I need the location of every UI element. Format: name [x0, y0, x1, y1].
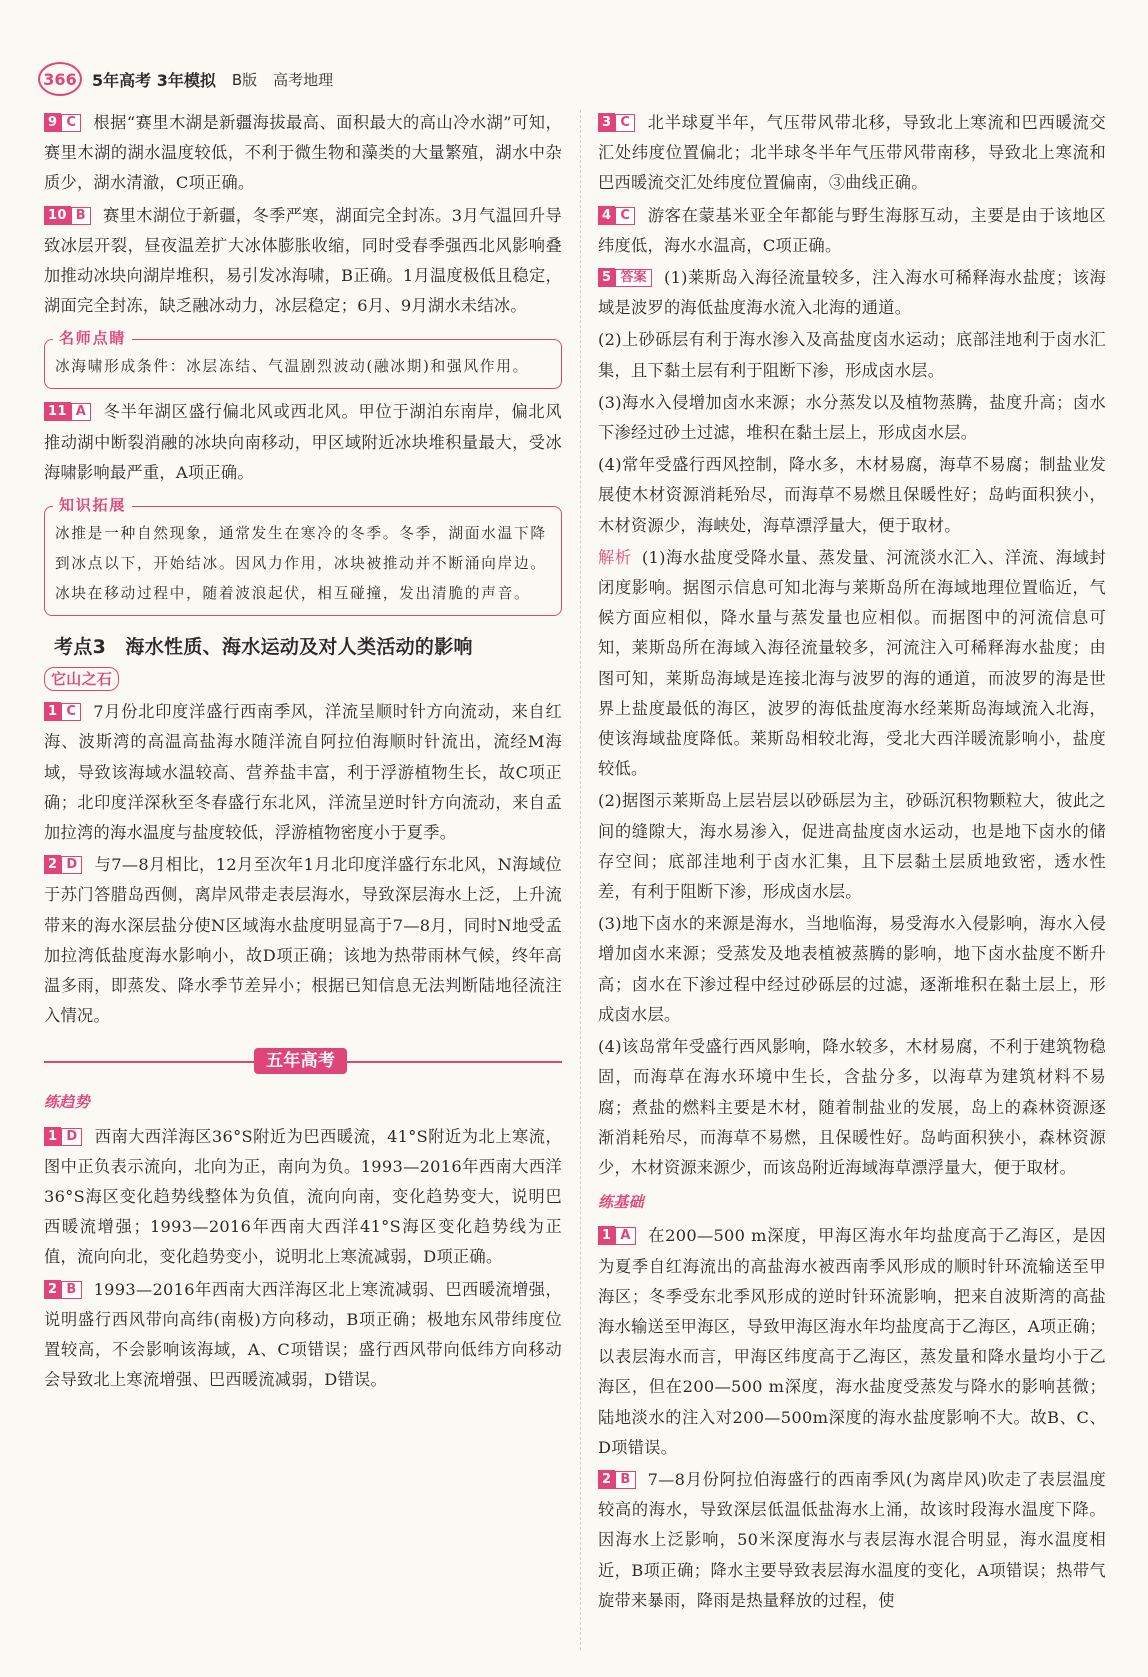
answer-5-part2: (2)上砂砾层有利于海水渗入及高盐度卤水运动；底部洼地利于卤水汇集，且下黏土层有利于阻断下渗，形成卤水层。 [598, 330, 1106, 380]
book-brand: 5年高考 3年模拟 [92, 70, 216, 90]
tip-box-text: 冰海啸形成条件：冰层冻结、气温剧烈波动(融冰期)和强风作用。 [55, 358, 530, 376]
knowledge-box-title: 知识拓展 [53, 495, 132, 515]
tip-box [44, 329, 562, 389]
answer-b1: 1 A 在200—500 m深度，甲海区海水年均盐度高于乙海区，是因为夏季自红海流出的高盐海水被西南季风形成的顺时针环流输送至甲海区；冬季受东北季风形成的逆时针环流影响，把来自波斯湾的高盐海水输送至甲海区，导致甲海区海水年均盐度高于乙海区，A项正确；以表层海水而言，甲海区纬度高于乙海区，蒸发量和降水量均小于乙海区，但在200—500 m深度，海水盐度受蒸发与降水的影响甚微；陆地淡水的注入对200—500m深度的海水盐度影响不大。故B、C、D项错误。 [598, 1226, 1106, 1457]
left-column [44, 108, 562, 1398]
trend-heading: 练趋势 [44, 1093, 90, 1112]
answer-tag: 1 D [44, 1127, 82, 1146]
answer-3: 3 C 北半球夏半年，气压带风带北移，导致北上寒流和巴西暖流交汇处纬度位置偏北；北半球冬半年气压带风带南移，导致北上寒流和巴西暖流交汇处纬度位置偏南，③曲线正确。 [598, 113, 1106, 193]
answer-tag: 2 D [44, 855, 82, 874]
answer-11: 11 A 冬半年湖区盛行偏北风或西北风。甲位于湖泊东南岸，偏北风推动湖中断裂消融的冰块向南移动，甲区域附近冰块堆积量最大，受冰海啸影响最严重，A项正确。 [44, 402, 562, 482]
right-column [598, 108, 1106, 1618]
analysis-3: (3)地下卤水的来源是海水，当地临海，易受海水入侵影响，海水入侵增加卤水来源；受蒸发及地表植被蒸腾的影响，地下卤水盐度不断升高；卤水在下渗过程中经过砂砾层的过滤，逐渐堆积在黏土层上，形成卤水层。 [598, 914, 1106, 1024]
answer-5: 5 答案 (1)莱斯岛入海径流量较多，注入海水可稀释海水盐度；该海域是波罗的海低盐度海水流入北海的通道。 [598, 268, 1106, 318]
analysis-4: (4)该岛常年受盛行西风影响，降水较多，木材易腐，不利于建筑物稳固，而海草在海水环境中生长，含盐分多，以海草为建筑材料不易腐；煮盐的燃料主要是木材，随着制盐业的发展，岛上的森林资源逐渐消耗殆尽，而海草不易燃，且保暖性好。岛屿面积狭小，森林资源少，木材资源来源少，而该岛附近海域海草漂浮量大，便于取材。 [598, 1037, 1106, 1177]
tip-box-title: 名师点睛 [53, 328, 132, 348]
knowledge-box [44, 496, 562, 616]
answer-b2: 2 B 7—8月份阿拉伯海盛行的西南季风(为离岸风)吹走了表层温度较高的海水，导致深层低温低盐海水上涌，故该时段海水温度下降。因海水上泛影响，50米深度海水与表层海水混合明显，海水温度相近，B项正确；降水主要导致表层海水温度的变化，A项错误；热带气旋带来暴雨，降雨是热量释放的过程，使 [598, 1469, 1106, 1610]
answer-tag: 3 C [598, 113, 635, 132]
analysis-2: (2)据图示莱斯岛上层岩层以砂砾层为主，砂砾沉积物颗粒大，彼此之间的缝隙大，海水易渗入，促进高盐度卤水运动，也是地下卤水的储存空间；底部洼地利于卤水汇集，且下层黏土层质地致密，透水性差，有利于阻断下渗，形成卤水层。 [598, 791, 1106, 902]
five-year-label: 五年高考 [254, 1048, 347, 1074]
page-header [38, 62, 333, 96]
edition-label: B版 [231, 70, 258, 89]
answer-tag: 9 C [44, 113, 81, 132]
answer-tag: 2 B [598, 1470, 636, 1489]
answer-5-part4: (4)常年受盛行西风控制，降水多，木材易腐，海草不易腐；制盐业发展使木材资源消耗殆尽，而海草不易燃且保暖性好；岛屿面积狭小，木材资源少，海峡处，海草漂浮量大，便于取材。 [598, 455, 1106, 535]
answer-tag: 10 B [44, 206, 91, 225]
answer-tag: 5 答案 [598, 268, 652, 287]
answer-4: 4 C 游客在蒙基米亚全年都能与野生海豚互动，主要是由于该地区纬度低，海水水温高，C项正确。 [598, 205, 1106, 255]
answer-t2: 2 B 1993—2016年西南大西洋海区北上寒流减弱、巴西暖流增强，说明盛行西风带向高纬(南极)方向移动，B项正确；极地东风带纬度位置较高，不会影响该海域，A、C项错误；盛行西风带向低纬方向移动会导致北上寒流增强、巴西暖流减弱，D错误。 [44, 1279, 562, 1390]
analysis-label: 解析 [598, 547, 632, 567]
basic-heading: 练基础 [598, 1193, 644, 1212]
answer-s1: 1 C 7月份北印度洋盛行西南季风，洋流呈顺时针方向流动，来自红海、波斯湾的高温高盐海水随洋流自阿拉伯海顺时针流出，流经M海域，导致该海域水温较高、营养盐丰富，利于浮游植物生长，故C项正确；北印度洋深秋至冬春盛行东北风，洋流呈逆时针方向流动，来自孟加拉湾的海水温度与盐度较低，浮游植物密度小于夏季。 [44, 702, 562, 843]
page-number: 366 [38, 62, 82, 96]
answer-t1: 1 D 西南大西洋海区36°S附近为巴西暖流，41°S附近为北上寒流，图中正负表示流向，北向为正，南向为负。1993—2016年西南大西洋36°S海区变化趋势线整体为负值，流向向南，变化趋势变大，说明巴西暖流增强；1993—2016年西南大西洋41°S海区变化趋势线为正值，流向向北，变化趋势变小，说明北上寒流减弱，D项正确。 [44, 1126, 562, 1267]
column-divider [580, 110, 581, 1650]
five-year-band [44, 1045, 562, 1077]
answer-tag: 11 A [44, 402, 91, 421]
answer-9: 9 C 根据“赛里木湖是新疆海拔最高、面积最大的高山冷水湖”可知，赛里木湖的湖水温度较低，不利于微生物和藻类的大量繁殖，湖水中杂质少，湖水清澈，C项正确。 [44, 113, 562, 193]
answer-tag: 2 B [44, 1280, 82, 1299]
knowledge-box-text: 冰推是一种自然现象，通常发生在寒冷的冬季。冬季，湖面水温下降到冰点以下，开始结冰。因风力作用，冰块被推动并不断涌向岸边。冰块在移动过程中，随着波浪起伏，相互碰撞，发出清脆的声音。 [55, 525, 547, 603]
answer-tag: 1 A [598, 1226, 636, 1245]
answer-10: 10 B 赛里木湖位于新疆，冬季严寒，湖面完全封冻。3月气温回升导致冰层开裂，昼夜温差扩大冰体膨胀收缩，同时受春季强西北风影响叠加推动冰块向湖岸堆积，易引发冰海啸，B正确。1月温度极低且稳定，湖面完全封冻，缺乏融冰动力，冰层稳定；6月、9月湖水未结冰。 [44, 205, 562, 316]
section-title: 考点3 海水性质、海水运动及对人类活动的影响 [54, 636, 473, 659]
section-badge: 它山之石 [44, 667, 119, 691]
answer-s2: 2 D 与7—8月相比，12月至次年1月北印度洋盛行东北风，N海域位于苏门答腊岛西侧，离岸风带走表层海水，导致深层海水上泛，上升流带来的海水深层盐分使N区域海水盐度明显高于7—8月，同时N地受孟加拉湾低盐度海水影响小，故D项正确；该地为热带雨林气候，终年高温多雨，即蒸发、降水季节差异小；根据已知信息无法判断陆地径流注入情况。 [44, 855, 562, 1026]
answer-tag: 1 C [44, 702, 81, 721]
analysis-1: 解析 (1)海水盐度受降水量、蒸发量、河流淡水汇入、洋流、海域封闭度影响。据图示信息可知北海与莱斯岛所在海域地理位置临近，气候方面应相似，降水量与蒸发量也应相似。而据图中的河流信息可知，莱斯岛所在海域入海径流量较多，河流注入可稀释海水盐度；由图可知，莱斯岛海域是连接北海与波罗的海的通道，而波罗的海是世界上盐度最低的海区，波罗的海低盐度海水经莱斯岛海域流入北海，使该海域盐度降低。莱斯岛相较北海，受北大西洋暖流影响小，盐度较低。 [598, 547, 1106, 779]
answer-tag: 4 C [598, 206, 635, 225]
answer-5-part3: (3)海水入侵增加卤水来源；水分蒸发以及植物蒸腾，盐度升高；卤水下渗经过砂土过滤，堆积在黏土层上，形成卤水层。 [598, 392, 1106, 443]
subject-label: 高考地理 [273, 70, 334, 89]
